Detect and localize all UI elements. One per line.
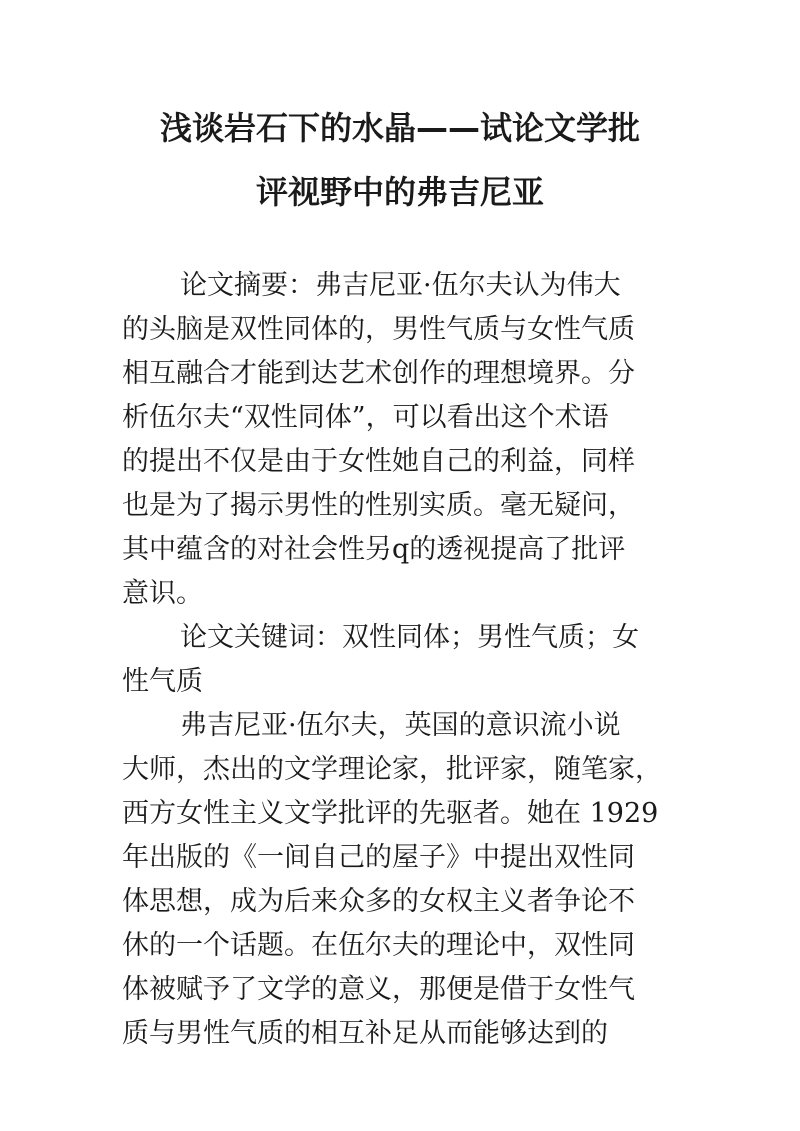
text-line: 弗吉尼亚·伍尔夫，英国的意识流小说 bbox=[180, 710, 621, 741]
text-line: 其中蕴含的对社会性另q的透视提高了批评 bbox=[122, 534, 626, 565]
document-body bbox=[122, 264, 682, 1056]
text-line: 析伍尔夫“双性同体”，可以看出这个术语 bbox=[122, 402, 609, 433]
text-line: 论文关键词：双性同体；男性气质；女 bbox=[180, 622, 639, 653]
text-line: 意识。 bbox=[122, 578, 203, 609]
text-line: 的头脑是双性同体的，男性气质与女性气质 bbox=[122, 314, 635, 345]
text-line: 论文摘要：弗吉尼亚·伍尔夫认为伟大 bbox=[180, 270, 621, 301]
text-line: 体被赋予了文学的意义，那便是借于女性气 bbox=[122, 974, 635, 1005]
abstract-paragraph bbox=[122, 264, 682, 616]
body-paragraph bbox=[122, 704, 682, 1056]
keywords-paragraph bbox=[122, 616, 682, 704]
text-line: 西方女性主义文学批评的先驱者。她在 1929 bbox=[122, 798, 659, 829]
title-line-1: 浅谈岩石下的水晶——试论文学批 bbox=[159, 109, 640, 147]
text-line: 的提出不仅是由于女性她自己的利益，同样 bbox=[122, 446, 635, 477]
text-line: 质与男性气质的相互补足从而能够达到的 bbox=[122, 1018, 608, 1049]
text-line: 性气质 bbox=[122, 666, 203, 697]
text-line: 相互融合才能到达艺术创作的理想境界。分 bbox=[122, 358, 635, 389]
text-line: 休的一个话题。在伍尔夫的理论中，双性同 bbox=[122, 930, 635, 961]
text-line: 年出版的《一间自己的屋子》中提出双性同 bbox=[122, 842, 635, 873]
title-line-2: 评视野中的弗吉尼亚 bbox=[255, 173, 544, 211]
text-line: 体思想，成为后来众多的女权主义者争论不 bbox=[122, 886, 635, 917]
text-line: 也是为了揭示男性的性别实质。毫无疑问， bbox=[122, 490, 635, 521]
text-line: 大师，杰出的文学理论家，批评家，随笔家， bbox=[122, 754, 662, 785]
